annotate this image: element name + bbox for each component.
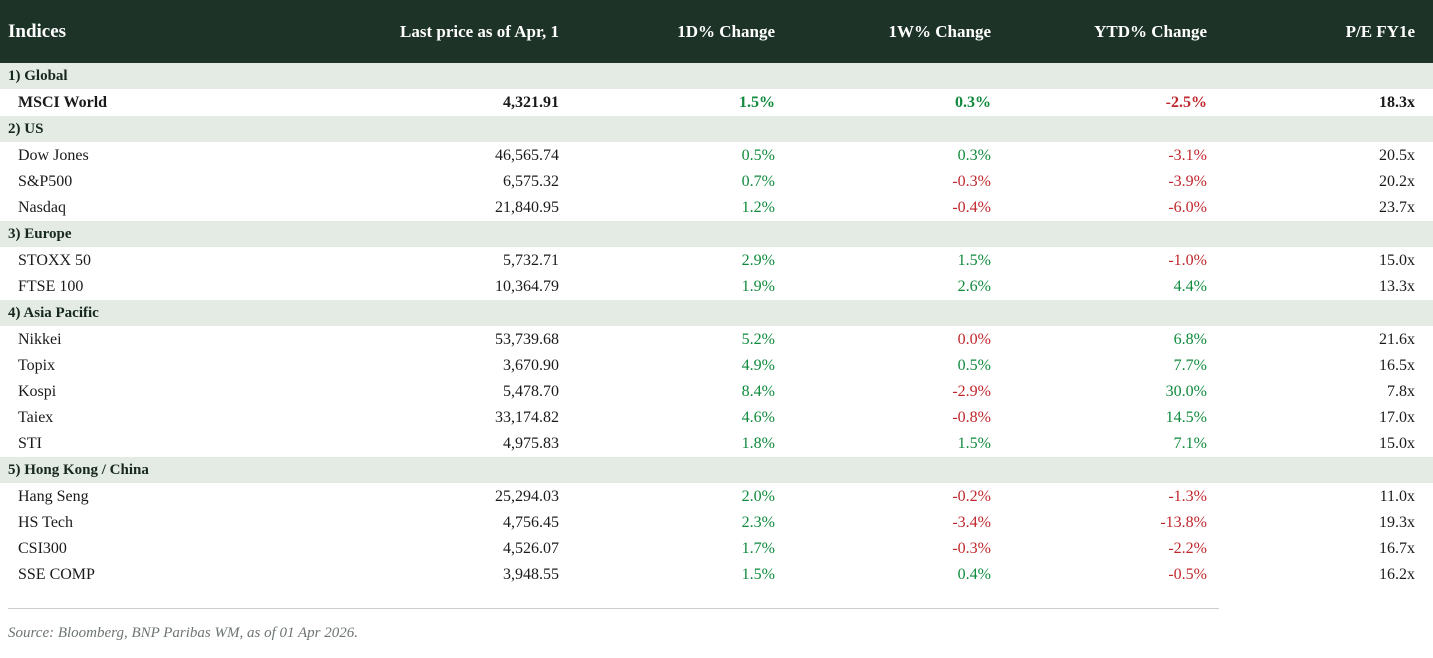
index-name: Kospi: [0, 379, 316, 405]
column-header-last-price: Last price as of Apr, 1: [400, 21, 559, 41]
table-header: [0, 0, 1433, 63]
index-name: HS Tech: [0, 510, 316, 536]
index-pe: 17.0x: [1225, 405, 1433, 431]
table-row: [0, 274, 1433, 300]
index-last-price: 5,478.70: [316, 379, 577, 405]
index-pe: 13.3x: [1225, 274, 1433, 300]
index-pe: 11.0x: [1225, 484, 1433, 511]
table-row: [0, 195, 1433, 221]
index-1d-change: 2.3%: [577, 510, 793, 536]
index-ytd-change: -2.5%: [1009, 90, 1225, 117]
index-name: STOXX 50: [0, 248, 316, 275]
column-header-pe-fy1e: P/E FY1e: [1345, 21, 1415, 41]
table-row: [0, 536, 1433, 562]
table-row: [0, 169, 1433, 195]
index-1w-change: 0.3%: [793, 143, 1009, 170]
section-label: 3) Europe: [0, 221, 1433, 248]
index-name: MSCI World: [0, 90, 316, 117]
table-row: [0, 353, 1433, 379]
index-ytd-change: 14.5%: [1009, 405, 1225, 431]
section-label: 5) Hong Kong / China: [0, 457, 1433, 484]
index-1d-change: 1.5%: [577, 90, 793, 117]
index-1w-change: -3.4%: [793, 510, 1009, 536]
index-1w-change: 0.3%: [793, 90, 1009, 117]
index-1d-change: 1.7%: [577, 536, 793, 562]
table-body: [0, 63, 1433, 588]
column-header-1w-change: 1W% Change: [888, 21, 991, 41]
section-label: 2) US: [0, 116, 1433, 143]
index-last-price: 46,565.74: [316, 143, 577, 170]
index-ytd-change: -1.3%: [1009, 484, 1225, 511]
index-ytd-change: -0.5%: [1009, 562, 1225, 588]
index-1d-change: 5.2%: [577, 327, 793, 354]
index-ytd-change: 7.1%: [1009, 431, 1225, 457]
index-ytd-change: 4.4%: [1009, 274, 1225, 300]
section-row: [0, 300, 1433, 327]
index-ytd-change: -1.0%: [1009, 248, 1225, 275]
index-ytd-change: 30.0%: [1009, 379, 1225, 405]
index-1w-change: -2.9%: [793, 379, 1009, 405]
index-pe: 19.3x: [1225, 510, 1433, 536]
index-name: SSE COMP: [0, 562, 316, 588]
header-row: [0, 0, 1433, 63]
index-name: Dow Jones: [0, 143, 316, 170]
table-row: [0, 510, 1433, 536]
section-label: 1) Global: [0, 63, 1433, 90]
table-row: [0, 405, 1433, 431]
index-name: STI: [0, 431, 316, 457]
index-pe: 21.6x: [1225, 327, 1433, 354]
table-row: [0, 484, 1433, 511]
index-last-price: 25,294.03: [316, 484, 577, 511]
index-1d-change: 8.4%: [577, 379, 793, 405]
index-pe: 20.5x: [1225, 143, 1433, 170]
index-name: Topix: [0, 353, 316, 379]
index-1d-change: 0.7%: [577, 169, 793, 195]
index-ytd-change: -3.1%: [1009, 143, 1225, 170]
index-1w-change: -0.8%: [793, 405, 1009, 431]
index-1w-change: -0.2%: [793, 484, 1009, 511]
index-ytd-change: -3.9%: [1009, 169, 1225, 195]
index-name: S&P500: [0, 169, 316, 195]
index-1w-change: 0.4%: [793, 562, 1009, 588]
table-row: [0, 90, 1433, 117]
section-row: [0, 116, 1433, 143]
index-1d-change: 0.5%: [577, 143, 793, 170]
index-pe: 15.0x: [1225, 248, 1433, 275]
index-1d-change: 2.0%: [577, 484, 793, 511]
index-1d-change: 1.2%: [577, 195, 793, 221]
index-ytd-change: -6.0%: [1009, 195, 1225, 221]
table-row: [0, 248, 1433, 275]
index-pe: 16.2x: [1225, 562, 1433, 588]
index-last-price: 5,732.71: [316, 248, 577, 275]
index-name: FTSE 100: [0, 274, 316, 300]
index-1d-change: 1.8%: [577, 431, 793, 457]
index-pe: 20.2x: [1225, 169, 1433, 195]
index-name: Nasdaq: [0, 195, 316, 221]
index-1w-change: 0.5%: [793, 353, 1009, 379]
section-row: [0, 63, 1433, 90]
index-name: Nikkei: [0, 327, 316, 354]
index-last-price: 6,575.32: [316, 169, 577, 195]
index-name: Taiex: [0, 405, 316, 431]
index-name: CSI300: [0, 536, 316, 562]
index-last-price: 10,364.79: [316, 274, 577, 300]
table-row: [0, 431, 1433, 457]
index-pe: 7.8x: [1225, 379, 1433, 405]
index-last-price: 4,975.83: [316, 431, 577, 457]
index-last-price: 33,174.82: [316, 405, 577, 431]
index-1d-change: 4.6%: [577, 405, 793, 431]
index-last-price: 21,840.95: [316, 195, 577, 221]
index-pe: 16.7x: [1225, 536, 1433, 562]
index-name: Hang Seng: [0, 484, 316, 511]
index-last-price: 3,948.55: [316, 562, 577, 588]
index-pe: 15.0x: [1225, 431, 1433, 457]
table-row: [0, 379, 1433, 405]
index-last-price: 4,526.07: [316, 536, 577, 562]
index-1w-change: 1.5%: [793, 431, 1009, 457]
index-1w-change: -0.4%: [793, 195, 1009, 221]
index-pe: 18.3x: [1225, 90, 1433, 117]
section-row: [0, 221, 1433, 248]
index-1w-change: 0.0%: [793, 327, 1009, 354]
index-ytd-change: -13.8%: [1009, 510, 1225, 536]
index-ytd-change: -2.2%: [1009, 536, 1225, 562]
column-header-1d-change: 1D% Change: [677, 21, 775, 41]
index-ytd-change: 7.7%: [1009, 353, 1225, 379]
table-row: [0, 327, 1433, 354]
table-row: [0, 562, 1433, 588]
column-header-indices: Indices: [8, 20, 67, 42]
column-header-ytd-change: YTD% Change: [1094, 21, 1207, 41]
index-pe: 16.5x: [1225, 353, 1433, 379]
index-1w-change: -0.3%: [793, 169, 1009, 195]
index-pe: 23.7x: [1225, 195, 1433, 221]
section-label: 4) Asia Pacific: [0, 300, 1433, 327]
index-1w-change: -0.3%: [793, 536, 1009, 562]
source-note: Source: Bloomberg, BNP Paribas WM, as of 01 Apr 2026.: [8, 625, 358, 641]
index-last-price: 3,670.90: [316, 353, 577, 379]
index-1d-change: 4.9%: [577, 353, 793, 379]
index-last-price: 53,739.68: [316, 327, 577, 354]
section-row: [0, 457, 1433, 484]
index-ytd-change: 6.8%: [1009, 327, 1225, 354]
index-1d-change: 2.9%: [577, 248, 793, 275]
index-1d-change: 1.5%: [577, 562, 793, 588]
index-1w-change: 1.5%: [793, 248, 1009, 275]
footer-divider: [8, 608, 1219, 609]
index-1w-change: 2.6%: [793, 274, 1009, 300]
index-last-price: 4,321.91: [316, 90, 577, 117]
index-last-price: 4,756.45: [316, 510, 577, 536]
index-1d-change: 1.9%: [577, 274, 793, 300]
table-row: [0, 143, 1433, 170]
